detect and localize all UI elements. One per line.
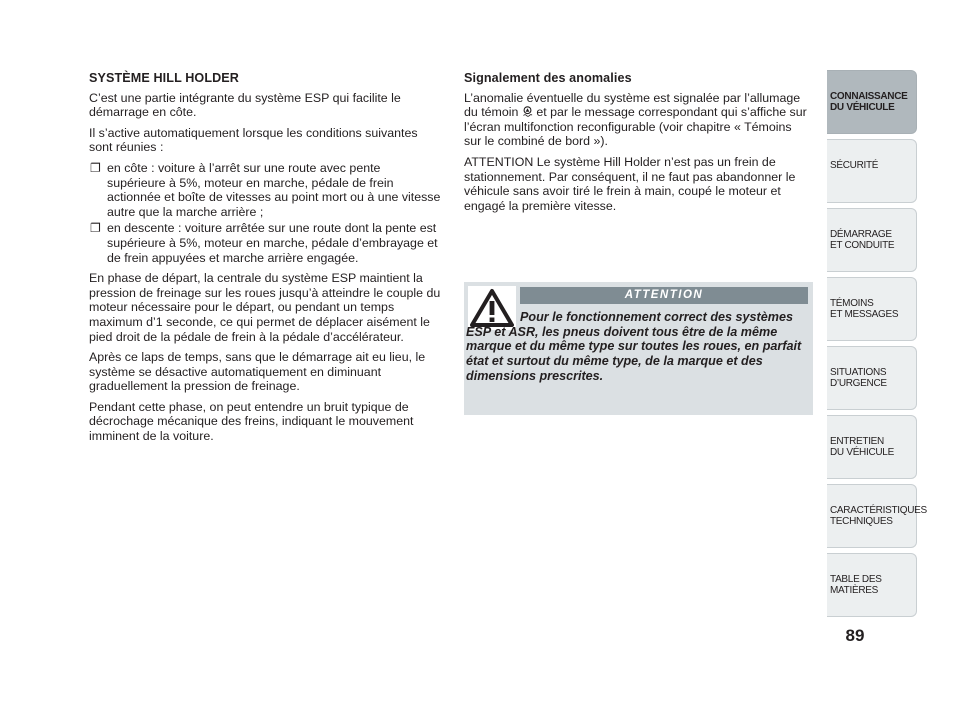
tab-label: TÉMOINS ET MESSAGES: [830, 298, 899, 320]
right-column: [464, 71, 809, 219]
tab-demarrage-et-conduite[interactable]: [827, 208, 917, 272]
left-column: [89, 71, 441, 450]
paragraph: ATTENTION Le système Hill Holder n’est pas un frein de stationnement. Par conséquent, il ne faut pas abandonner le véhicule sans avoir tiré le frein à main, coupé le moteur et engagé la première vitesse.: [464, 154, 796, 213]
paragraph: Après ce laps de temps, sans que le démarrage ait eu lieu, le système se désactive automatiquement en diminuant graduellement la pression de freinage.: [89, 350, 426, 394]
list-item-text: en côte : voiture à l’arrêt sur une route avec pente supérieure à 5%, moteur en marche, pédale de frein actionnée et boîte de vitesses au point mort ou à une vitesse autre que la marche arrière ;: [107, 160, 441, 219]
tab-connaissance-du-vehicule[interactable]: [827, 70, 917, 134]
tab-label: ENTRETIEN DU VÉHICULE: [830, 436, 894, 458]
tab-situations-d-urgence[interactable]: [827, 346, 917, 410]
list-item: [89, 221, 441, 265]
anomalies-heading: Signalement des anomalies: [464, 71, 632, 85]
hill-holder-heading: SYSTÈME HILL HOLDER: [89, 71, 240, 85]
attention-box: [464, 282, 813, 415]
paragraph: C’est une partie intégrante du système ESP qui facilite le démarrage en côte.: [89, 90, 401, 120]
paragraph: [464, 91, 809, 149]
page-number: 89: [845, 626, 865, 645]
attention-label: ATTENTION: [520, 287, 808, 304]
tab-entretien-du-vehicule[interactable]: [827, 415, 917, 479]
tab-label: CONNAISSANCE DU VÉHICULE: [830, 91, 908, 113]
tab-temoins-et-messages[interactable]: [827, 277, 917, 341]
tab-table-des-matieres[interactable]: [827, 553, 917, 617]
checkbox-square-icon: ❐: [90, 221, 101, 236]
paragraph: Il s’active automatiquement lorsque les conditions suivantes sont réunies :: [89, 125, 418, 155]
esp-warning-lamp-icon: [522, 106, 533, 117]
tab-label: SÉCURITÉ: [830, 160, 879, 171]
tab-securite[interactable]: [827, 139, 917, 203]
paragraph-text: L’anomalie éventuelle du système est signalée par l’allumage du témoin: [464, 90, 801, 120]
paragraph: Pendant cette phase, on peut entendre un bruit typique de décrochage mécanique des freins, indiquant le mouvement imminent de la voiture.: [89, 399, 414, 444]
list-item-text: en descente : voiture arrêtée sur une route dont la pente est supérieure à 5%, moteur en marche, pédale d’embrayage et de frein appuyées et marche arrière engagée.: [107, 221, 438, 265]
paragraph-text: et par le message correspondant qui s’affiche sur l’écran multifonction reconfigurable (voir chapitre « Témoins sur le combiné de bord »).: [464, 105, 807, 149]
tab-caracteristiques-techniques[interactable]: [827, 484, 927, 548]
tab-label: SITUATIONS D’URGENCE: [830, 367, 887, 389]
conditions-list: [89, 161, 441, 265]
attention-text: Pour le fonctionnement correct des systèmes ESP et ASR, les pneus doivent tous être de la même marque et du même type sur toutes les roues, en parfait état et surtout du même type, de la marque et des dimensions prescrites.: [466, 310, 802, 383]
chapter-tabs: [827, 70, 927, 622]
tab-label: CARACTÉRISTIQUES TECHNIQUES: [830, 505, 927, 527]
tab-label: TABLE DES MATIÈRES: [830, 574, 882, 596]
paragraph: En phase de départ, la centrale du système ESP maintient la pression de freinage sur les roues jusqu’à atteindre le couple du moteur nécessaire pour le départ, ou pendant un temps maximum d’1 seconde, ce qui permet de déplacer aisément le pied droit de la pédale de frein à la pédale d’accélérateur.: [89, 271, 441, 344]
tab-label: DÉMARRAGE ET CONDUITE: [830, 229, 895, 251]
checkbox-square-icon: ❐: [90, 160, 101, 175]
list-item: [89, 161, 441, 219]
